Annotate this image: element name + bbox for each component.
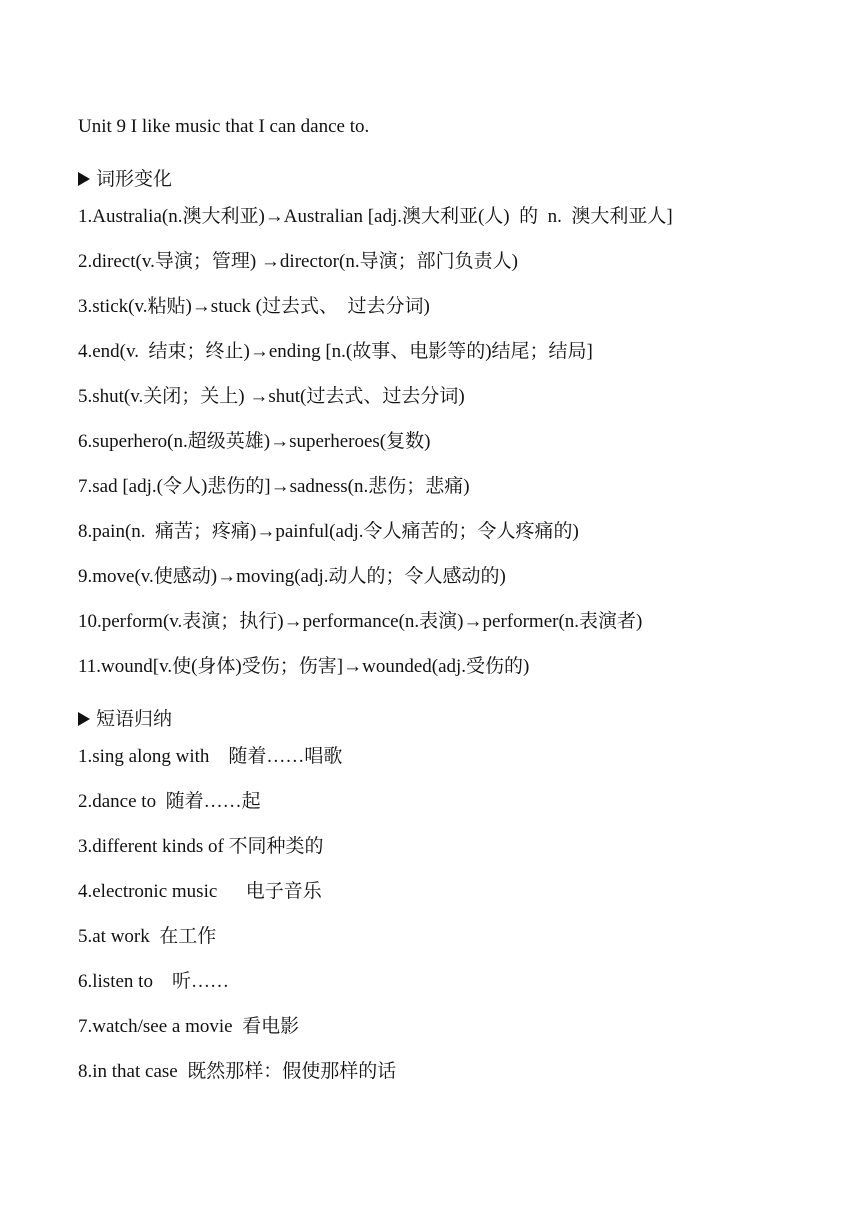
phrase-item: 4.electronic music 电子音乐 [78, 881, 322, 902]
word-form-item: 8.pain(n. 痛苦；疼痛)→painful(adj.令人痛苦的；令人疼痛的) [78, 521, 579, 542]
word-form-item: 6.superhero(n.超级英雄)→superheroes(复数) [78, 431, 431, 452]
triangle-bullet-icon [78, 712, 90, 726]
word-form-item: 10.perform(v.表演；执行)→performance(n.表演)→performer(n.表演者) [78, 611, 643, 632]
phrase-item: 1.sing along with 随着……唱歌 [78, 746, 343, 767]
section-heading-label: 词形变化 [96, 168, 173, 190]
section-heading-label: 短语归纳 [96, 708, 173, 730]
word-form-item: 1.Australia(n.澳大利亚)→Australian [adj.澳大利亚(人) 的 n. 澳大利亚人] [78, 206, 673, 227]
unit-title: Unit 9 I like music that I can dance to. [78, 116, 370, 137]
triangle-bullet-icon [78, 172, 90, 186]
word-form-item: 7.sad [adj.(令人)悲伤的]→sadness(n.悲伤；悲痛) [78, 476, 470, 497]
phrase-item: 3.different kinds of 不同种类的 [78, 836, 324, 857]
phrase-item: 5.at work 在工作 [78, 926, 217, 947]
phrase-item: 7.watch/see a movie 看电影 [78, 1016, 300, 1037]
word-form-item: 4.end(v. 结束；终止)→ending [n.(故事、电影等的)结尾；结局] [78, 341, 593, 362]
document-page [78, 112, 798, 1102]
word-form-item: 5.shut(v.关闭；关上) →shut(过去式、过去分词) [78, 386, 465, 407]
word-form-item: 11.wound[v.使(身体)受伤；伤害]→wounded(adj.受伤的) [78, 656, 530, 677]
section-heading-phrases [78, 697, 798, 742]
section-heading-word-forms [78, 157, 798, 202]
word-form-item: 2.direct(v.导演；管理) →director(n.导演；部门负责人) [78, 251, 518, 272]
word-form-item: 3.stick(v.粘贴)→stuck (过去式、 过去分词) [78, 296, 430, 317]
phrase-item: 2.dance to 随着……起 [78, 791, 261, 812]
phrase-item: 8.in that case 既然那样：假使那样的话 [78, 1061, 397, 1082]
word-form-item: 9.move(v.使感动)→moving(adj.动人的；令人感动的) [78, 566, 506, 587]
phrase-item: 6.listen to 听…… [78, 971, 229, 992]
